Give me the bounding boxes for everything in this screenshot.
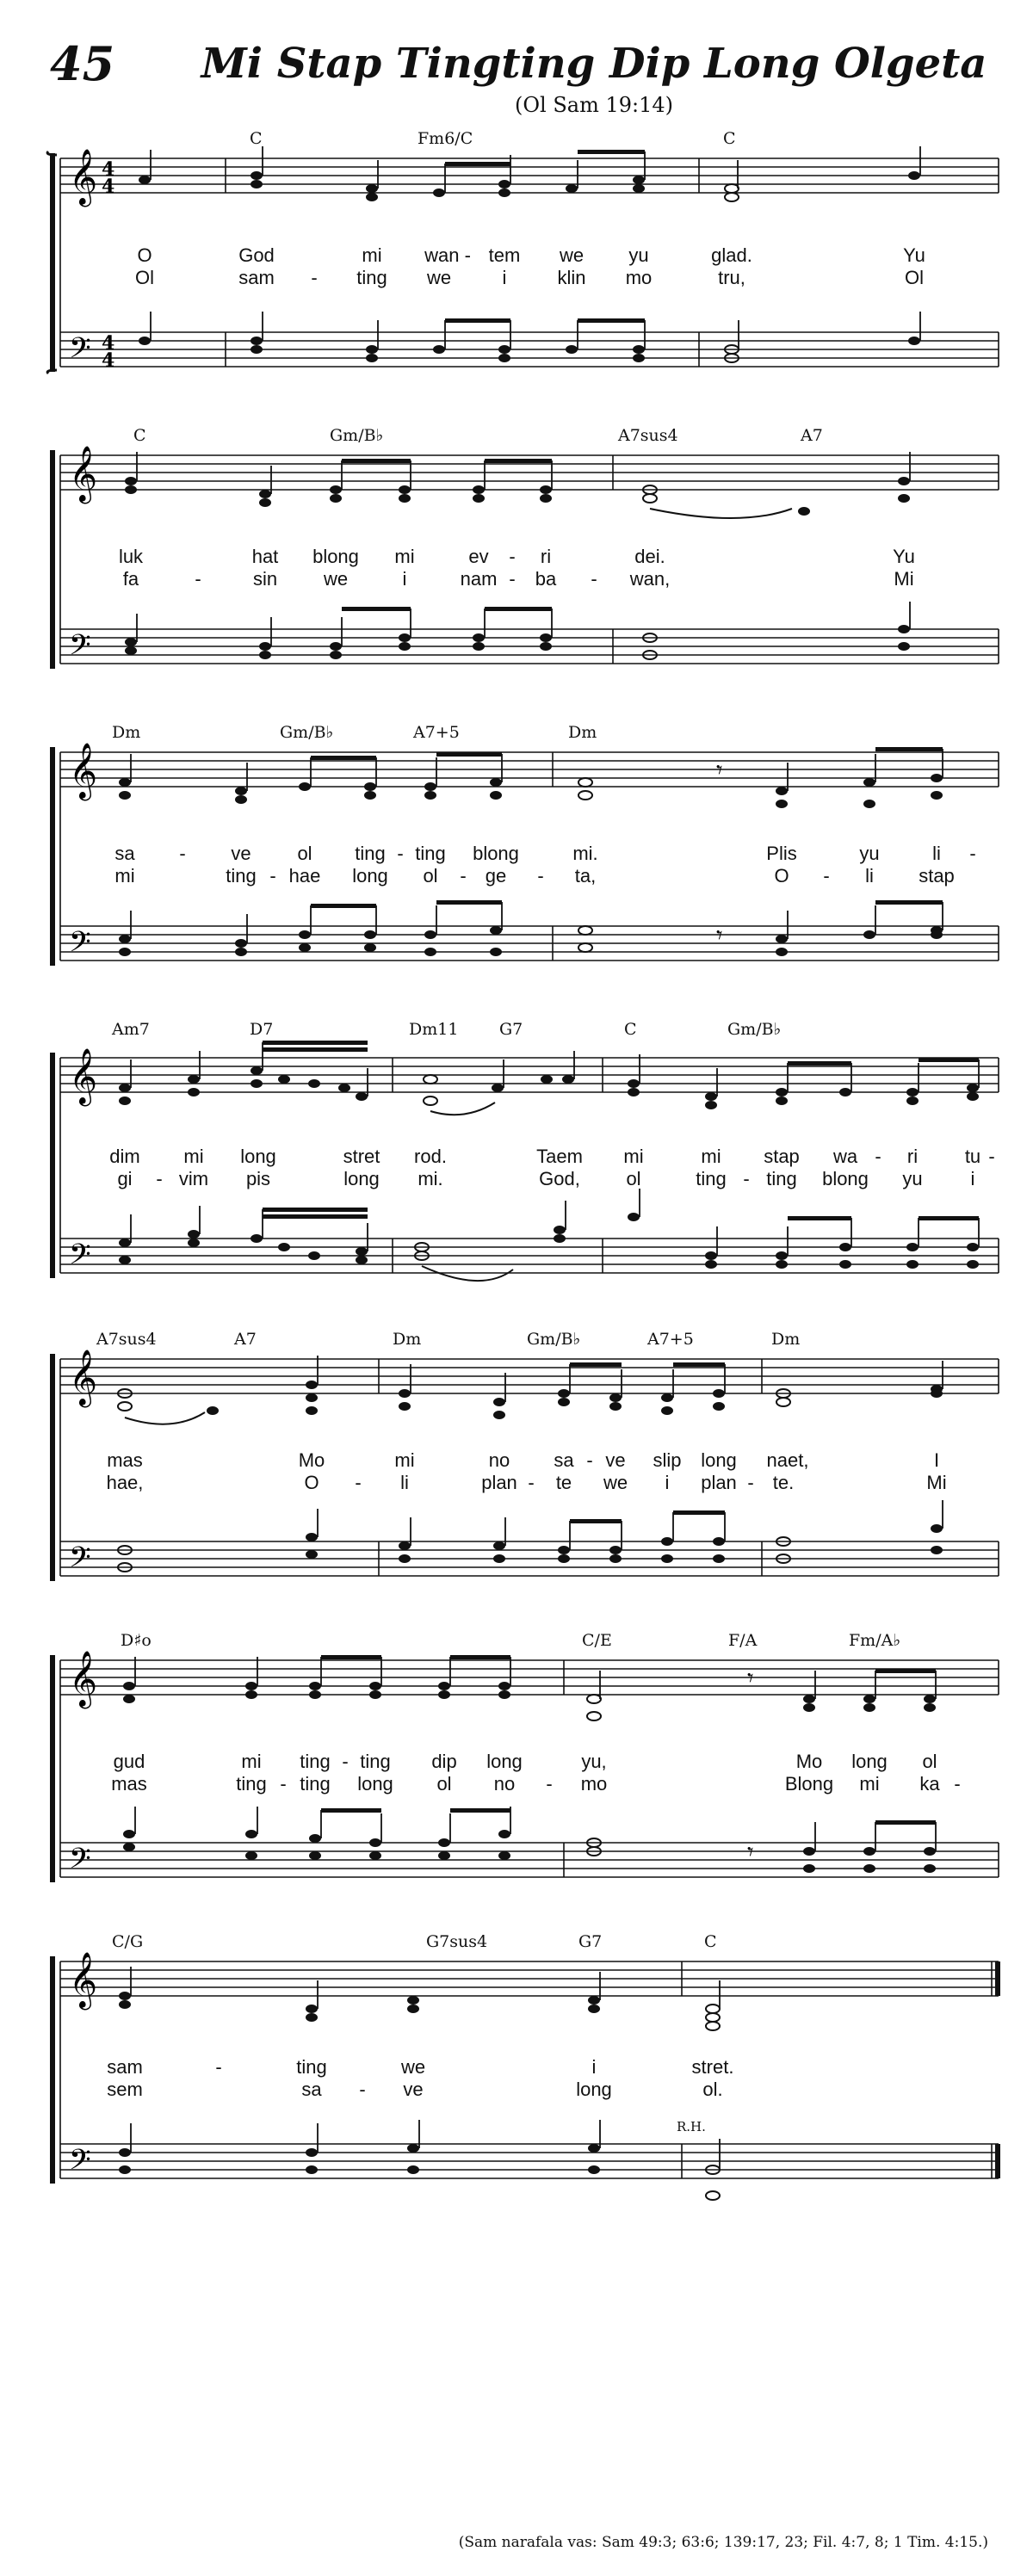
chord-symbol: A7	[801, 426, 823, 445]
lyric-verse1: Mo	[298, 1449, 325, 1471]
lyric-verse1: long	[701, 1449, 737, 1471]
lyric-verse2: sam	[238, 267, 275, 288]
music-system-3	[0, 723, 1033, 998]
lyric-verse2: -	[359, 2079, 366, 2100]
chord-symbol: C/E	[582, 1631, 612, 1650]
lyric-verse2: fa	[122, 568, 139, 590]
lyric-verse2: ting	[356, 267, 387, 288]
lyric-verse1: -	[509, 546, 516, 567]
lyric-verse1: glad.	[711, 244, 752, 266]
svg-text:4: 4	[102, 349, 115, 372]
lyric-verse2: long	[576, 2079, 612, 2100]
lyric-verse1: sa	[114, 843, 135, 864]
svg-text:𝄞: 𝄞	[69, 446, 98, 502]
staff-graphics	[0, 129, 1033, 405]
lyric-verse1: we	[400, 2056, 426, 2078]
lyric-verse1: mi	[241, 1751, 262, 1772]
lyric-verse1: yu,	[581, 1751, 607, 1772]
chord-symbol: Dm	[568, 723, 597, 742]
svg-text:4: 4	[102, 158, 115, 181]
lyric-verse2: -	[546, 1773, 553, 1795]
lyric-verse1: mi	[701, 1146, 721, 1167]
hymn-title: Mi Stap Tingting Dip Long Olgeta	[201, 40, 987, 88]
lyric-verse2: -	[280, 1773, 287, 1795]
lyric-verse1: ri	[906, 1146, 919, 1167]
lyric-verse2: ta,	[574, 865, 597, 886]
lyric-verse2: sa	[301, 2079, 322, 2100]
lyric-verse2: we	[603, 1472, 628, 1493]
chord-symbol: A7sus4	[618, 426, 678, 445]
chord-symbol: Fm/A♭	[849, 1631, 901, 1650]
chord-symbol: G7	[578, 1932, 603, 1951]
music-system-5	[0, 1330, 1033, 1614]
lyric-verse2: we	[426, 267, 452, 288]
lyric-verse1: dim	[109, 1146, 140, 1167]
lyric-verse1: sam	[107, 2056, 143, 2078]
chord-symbol: Gm/B♭	[727, 1020, 782, 1039]
lyric-verse1: long	[851, 1751, 888, 1772]
svg-text:𝄾: 𝄾	[716, 756, 723, 784]
music-system-2	[0, 426, 1033, 701]
svg-text:𝄾: 𝄾	[747, 1838, 754, 1866]
lyric-verse2: mas	[111, 1773, 147, 1795]
lyric-verse2: i	[970, 1168, 975, 1189]
svg-text:4: 4	[102, 332, 115, 355]
lyric-verse1: ol	[922, 1751, 937, 1772]
lyric-verse1: yu	[628, 244, 649, 266]
hymn-reference: (Ol Sam 19:14)	[514, 93, 673, 117]
lyric-verse2: ol	[626, 1168, 641, 1189]
lyric-verse2: -	[509, 568, 516, 590]
lyric-verse1: ve	[605, 1449, 626, 1471]
lyric-verse2: yu	[902, 1168, 923, 1189]
lyric-verse2: -	[156, 1168, 163, 1189]
chord-symbol: Dm	[771, 1330, 801, 1349]
lyric-verse1: rod.	[414, 1146, 447, 1167]
lyric-verse1: hat	[251, 546, 279, 567]
lyric-verse1: wan -	[424, 244, 471, 266]
lyric-verse1: -	[969, 843, 976, 864]
svg-text:𝄢: 𝄢	[69, 926, 91, 966]
chord-symbol: F/A	[728, 1631, 758, 1650]
lyric-verse1: mi	[394, 546, 415, 567]
chord-symbol: C	[624, 1020, 637, 1039]
right-hand-marking: R.H.	[677, 2119, 706, 2134]
lyric-verse2: -	[355, 1472, 362, 1493]
lyric-verse1: long	[240, 1146, 276, 1167]
lyric-verse1: ting	[355, 843, 386, 864]
chord-symbol: D♯o	[121, 1631, 152, 1650]
lyric-verse2: i	[402, 568, 407, 590]
lyric-verse1: tu	[964, 1146, 981, 1167]
hymn-number: 45	[50, 36, 115, 91]
lyric-verse1: sa	[554, 1449, 574, 1471]
lyric-verse1: no	[488, 1449, 510, 1471]
lyric-verse1: -	[397, 843, 404, 864]
lyric-verse1: -	[875, 1146, 881, 1167]
lyric-verse2: vim	[178, 1168, 209, 1189]
lyric-verse1: wa	[832, 1146, 858, 1167]
lyric-verse1: -	[342, 1751, 349, 1772]
svg-text:𝄢: 𝄢	[69, 1843, 91, 1882]
lyric-verse1: ri	[540, 546, 552, 567]
lyric-verse2: pis	[245, 1168, 271, 1189]
lyric-verse1: tem	[488, 244, 521, 266]
svg-text:𝄾: 𝄾	[747, 1664, 754, 1692]
chord-symbol: C	[250, 129, 263, 148]
lyric-verse2: klin	[557, 267, 586, 288]
music-system-6	[0, 1631, 1033, 1915]
lyric-verse2: ba	[535, 568, 557, 590]
lyric-verse1: mi	[394, 1449, 415, 1471]
svg-text:𝄢: 𝄢	[69, 332, 91, 372]
lyric-verse2: -	[195, 568, 201, 590]
lyric-verse1: mas	[107, 1449, 143, 1471]
lyric-verse2: ting	[236, 1773, 267, 1795]
staff-graphics	[0, 426, 1033, 701]
lyric-verse1: gud	[113, 1751, 145, 1772]
lyric-verse2: mo	[580, 1773, 608, 1795]
lyric-verse1: i	[591, 2056, 597, 2078]
lyric-verse2: gi	[117, 1168, 133, 1189]
lyric-verse2: O	[304, 1472, 319, 1493]
lyric-verse2: mo	[625, 267, 653, 288]
chord-symbol: C	[723, 129, 736, 148]
lyric-verse2: -	[460, 865, 467, 886]
lyric-verse2: blong	[822, 1168, 869, 1189]
chord-symbol: Fm6/C	[418, 129, 473, 148]
svg-text:𝄞: 𝄞	[69, 1048, 98, 1104]
lyric-verse2: i	[502, 267, 507, 288]
lyric-verse2: -	[311, 267, 318, 288]
chord-symbol: Gm/B♭	[280, 723, 334, 742]
lyric-verse2: plan	[701, 1472, 737, 1493]
lyric-verse2: -	[528, 1472, 535, 1493]
lyric-verse2: ve	[403, 2079, 424, 2100]
lyric-verse1: we	[559, 244, 585, 266]
lyric-verse2: tru,	[718, 267, 745, 288]
lyric-verse1: ting	[300, 1751, 331, 1772]
lyric-verse2: long	[357, 1773, 393, 1795]
chord-symbol: A7	[234, 1330, 257, 1349]
chord-symbol: A7+5	[413, 723, 460, 742]
chord-symbol: Dm	[393, 1330, 422, 1349]
lyric-verse2: li	[865, 865, 874, 886]
lyric-verse1: li	[932, 843, 941, 864]
chord-symbol: Dm11	[409, 1020, 459, 1039]
lyric-verse2: -	[269, 865, 276, 886]
lyric-verse2: ol	[423, 865, 438, 886]
lyric-verse1: ol	[297, 843, 312, 864]
lyric-verse1: Plis	[766, 843, 797, 864]
chord-symbol: D7	[250, 1020, 274, 1039]
staff-graphics	[0, 1932, 1033, 2225]
lyric-verse1: ting	[296, 2056, 327, 2078]
svg-text:𝄢: 𝄢	[69, 1541, 91, 1581]
lyric-verse1: O	[137, 244, 152, 266]
lyric-verse2: Ol	[135, 267, 154, 288]
chord-symbol: Gm/B♭	[527, 1330, 581, 1349]
chord-symbol: C/G	[112, 1932, 144, 1951]
lyric-verse1: dip	[431, 1751, 457, 1772]
lyric-verse1: yu	[859, 843, 880, 864]
lyric-verse2: -	[537, 865, 544, 886]
lyric-verse2: ting	[696, 1168, 727, 1189]
svg-text:𝄞: 𝄞	[69, 1952, 98, 2008]
lyric-verse2: hae	[288, 865, 321, 886]
lyric-verse2: li	[400, 1472, 409, 1493]
lyric-verse2: ka	[919, 1773, 940, 1795]
lyric-verse1: stret.	[691, 2056, 734, 2078]
music-system-4	[0, 1020, 1033, 1313]
svg-text:𝄞: 𝄞	[69, 1651, 98, 1707]
chord-symbol: C	[704, 1932, 717, 1951]
lyric-verse1: mi	[183, 1146, 204, 1167]
lyric-verse2: ting	[766, 1168, 797, 1189]
lyric-verse2: sem	[107, 2079, 143, 2100]
lyric-verse2: nam	[460, 568, 498, 590]
lyric-verse1: blong	[473, 843, 519, 864]
music-system-1	[0, 129, 1033, 405]
lyric-verse1: naet,	[766, 1449, 809, 1471]
lyric-verse2: Mi	[894, 568, 914, 590]
lyric-verse2: long	[352, 865, 388, 886]
lyric-verse1: mi	[623, 1146, 644, 1167]
lyric-verse2: long	[343, 1168, 380, 1189]
lyric-verse2: plan	[481, 1472, 517, 1493]
lyric-verse2: -	[823, 865, 830, 886]
lyric-verse1: stret	[343, 1146, 380, 1167]
lyric-verse2: mi	[859, 1773, 880, 1795]
lyric-verse2: ol	[436, 1773, 452, 1795]
svg-text:𝄞: 𝄞	[69, 743, 98, 799]
lyric-verse1: ting	[360, 1751, 391, 1772]
lyric-verse1: Yu	[903, 244, 925, 266]
lyric-verse2: we	[323, 568, 349, 590]
lyric-verse2: mi	[114, 865, 135, 886]
lyric-verse2: stap	[919, 865, 955, 886]
lyric-verse2: ting	[226, 865, 257, 886]
lyric-verse2: no	[493, 1773, 516, 1795]
lyric-verse1: -	[988, 1146, 995, 1167]
chord-symbol: C	[133, 426, 146, 445]
lyric-verse1: ve	[231, 843, 251, 864]
lyric-verse1: Mo	[795, 1751, 823, 1772]
lyric-verse1: Taem	[536, 1146, 583, 1167]
lyric-verse1: stap	[764, 1146, 800, 1167]
lyric-verse1: slip	[653, 1449, 682, 1471]
lyric-verse1: blong	[312, 546, 359, 567]
svg-text:𝄞: 𝄞	[69, 149, 98, 205]
svg-text:𝄞: 𝄞	[69, 1350, 98, 1405]
chord-symbol: A7+5	[647, 1330, 694, 1349]
lyric-verse2: -	[743, 1168, 750, 1189]
chord-symbol: Am7	[112, 1020, 150, 1039]
lyric-verse1: mi	[362, 244, 382, 266]
lyric-verse1: dei.	[634, 546, 665, 567]
lyric-verse2: ol.	[702, 2079, 723, 2100]
lyric-verse2: ting	[300, 1773, 331, 1795]
lyric-verse2: -	[591, 568, 597, 590]
lyric-verse2: -	[954, 1773, 961, 1795]
lyric-verse1: God	[238, 244, 275, 266]
lyric-verse1: ting	[415, 843, 446, 864]
lyric-verse1: -	[179, 843, 186, 864]
svg-text:𝄢: 𝄢	[69, 1239, 91, 1278]
lyric-verse2: wan,	[629, 568, 671, 590]
svg-text:𝄢: 𝄢	[69, 2144, 91, 2184]
chord-symbol: Dm	[112, 723, 141, 742]
lyric-verse2: -	[747, 1472, 754, 1493]
lyric-verse1: I	[933, 1449, 940, 1471]
lyric-verse1: -	[586, 1449, 593, 1471]
lyric-verse1: luk	[118, 546, 144, 567]
music-system-7	[0, 1932, 1033, 2225]
chord-symbol: Gm/B♭	[330, 426, 384, 445]
lyric-verse2: O	[774, 865, 789, 886]
lyric-verse1: Yu	[893, 546, 915, 567]
chord-symbol: G7	[499, 1020, 523, 1039]
svg-text:4: 4	[102, 176, 115, 198]
lyric-verse1: mi.	[572, 843, 598, 864]
lyric-verse2: te	[555, 1472, 572, 1493]
lyric-verse1: long	[486, 1751, 523, 1772]
scripture-references: (Sam narafala vas: Sam 49:3; 63:6; 139:17, 23; Fil. 4:7, 8; 1 Tim. 4:15.)	[458, 2534, 988, 2551]
svg-text:𝄾: 𝄾	[716, 921, 723, 949]
lyric-verse2: Blong	[784, 1773, 834, 1795]
lyric-verse2: ge	[485, 865, 507, 886]
lyric-verse2: te.	[772, 1472, 795, 1493]
svg-text:𝄢: 𝄢	[69, 629, 91, 669]
chord-symbol: A7sus4	[96, 1330, 157, 1349]
lyric-verse2: i	[665, 1472, 670, 1493]
lyric-verse2: Mi	[926, 1472, 947, 1493]
lyric-verse2: Ol	[905, 267, 924, 288]
lyric-verse1: ev	[468, 546, 489, 567]
lyric-verse1: -	[215, 2056, 222, 2078]
lyric-verse2: hae,	[106, 1472, 144, 1493]
chord-symbol: G7sus4	[426, 1932, 488, 1951]
lyric-verse2: sin	[252, 568, 278, 590]
lyric-verse2: mi.	[418, 1168, 443, 1189]
lyric-verse2: God,	[539, 1168, 580, 1189]
